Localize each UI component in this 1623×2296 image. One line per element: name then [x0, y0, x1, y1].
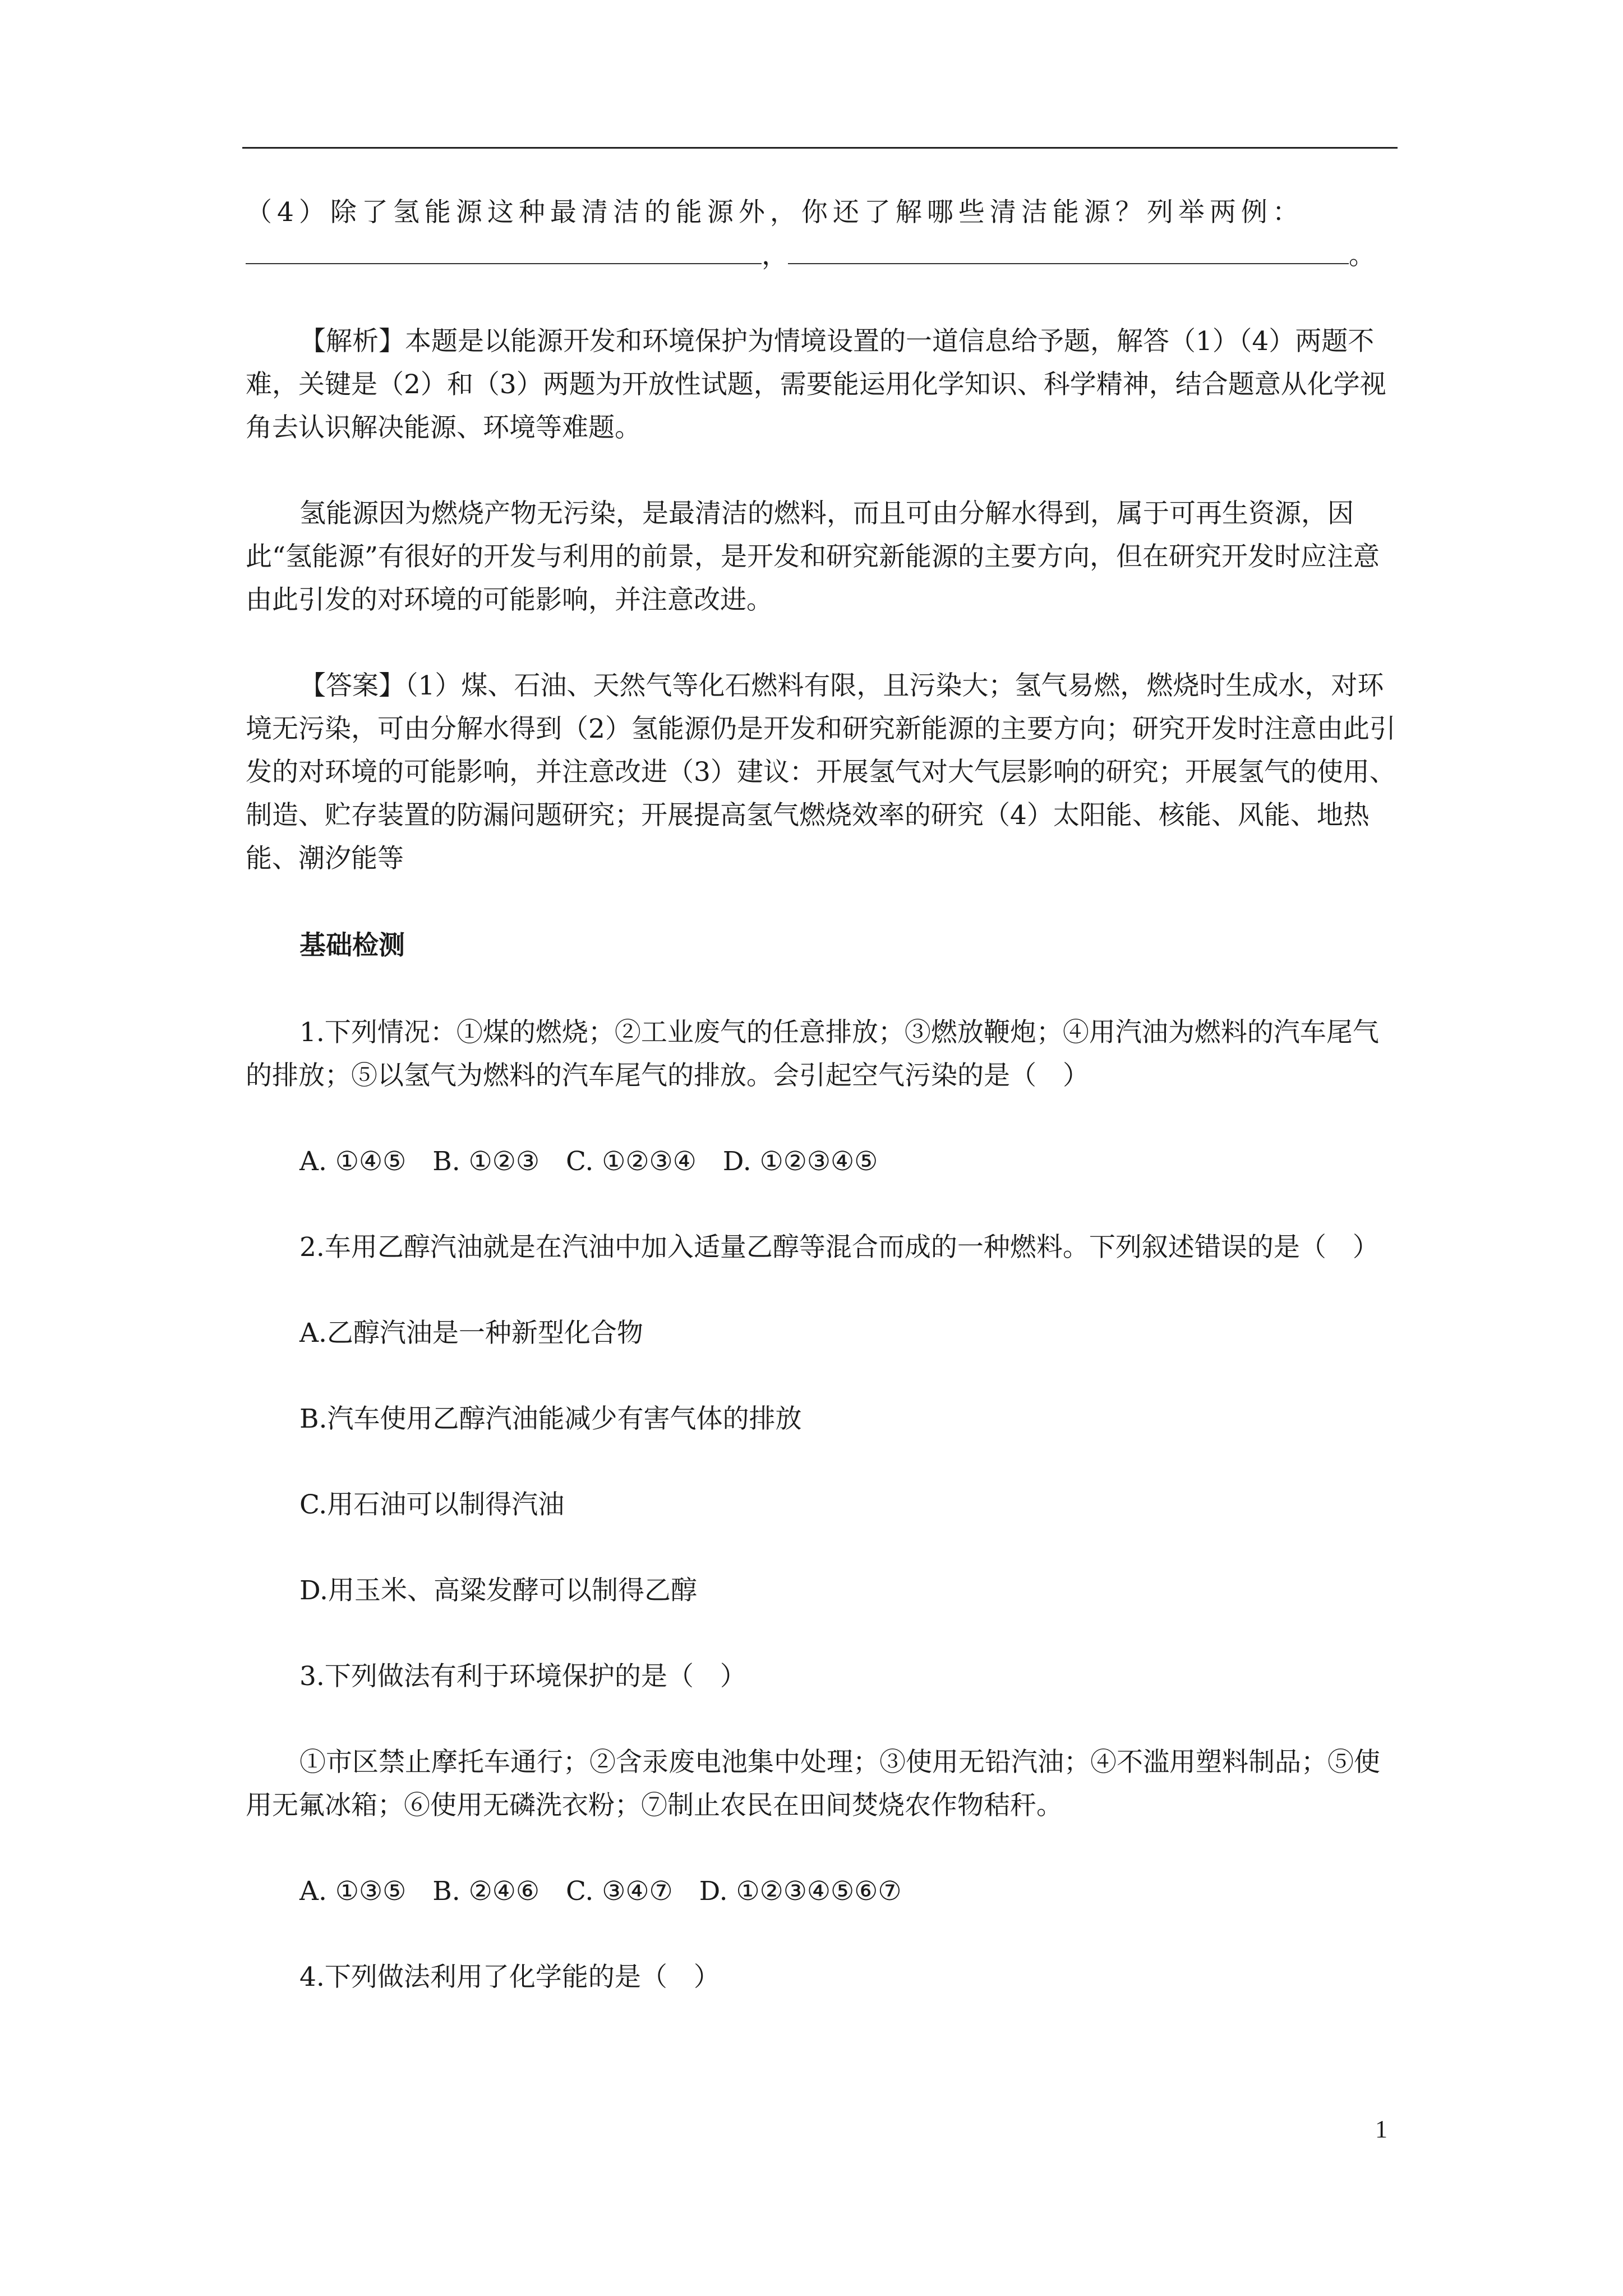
question-3-options: A. ①③⑤ B. ②④⑥ C. ③④⑦ D. ①②③④⑤⑥⑦: [299, 1876, 902, 1907]
question-4-blanks: [246, 234, 1396, 277]
blank-end: 。: [1349, 240, 1375, 271]
analysis-label: 【解析】: [299, 326, 405, 357]
question-3-stem: 3.下列做法有利于环境保护的是（ ）: [299, 1661, 746, 1692]
question-2-option-a: A.乙醇汽油是一种新型化合物: [299, 1318, 643, 1349]
answer-paragraph: [246, 664, 1396, 880]
analysis-text: 本题是以能源开发和环境保护为情境设置的一道信息给予题，解答（1）（4）两题不难，关键是（2）和（3）两题为开放性试题，需要能运用化学知识、科学精神，结合题意从化学视角去认识解决能源、环境等难题。: [246, 326, 1386, 443]
document-body: [246, 191, 1396, 1999]
blank-separator: ，: [762, 240, 788, 271]
page-number: 1: [1375, 2115, 1387, 2143]
question-3-items: ①市区禁止摩托车通行；②含汞废电池集中处理；③使用无铅汽油；④不滥用塑料制品；⑤使用无氟冰箱；⑥使用无磷洗衣粉；⑦制止农民在田间焚烧农作物秸秆。: [246, 1747, 1380, 1821]
question-2-option-d: D.用玉米、高粱发酵可以制得乙醇: [299, 1575, 697, 1606]
question-1-stem: 1.下列情况：①煤的燃烧；②工业废气的任意排放；③燃放鞭炮；④用汽油为燃料的汽车尾气的排放；⑤以氢气为燃料的汽车尾气的排放。会引起空气污染的是（ ）: [246, 1017, 1379, 1091]
analysis-paragraph: [246, 320, 1396, 449]
question-4-prompt-text: （4）除了氢能源这种最清洁的能源外，你还了解哪些清洁能源？列举两例：: [246, 197, 1304, 228]
answer-label: 【答案】: [299, 670, 405, 701]
section-title: 基础检测: [299, 930, 405, 961]
answer-blank-2[interactable]: [788, 241, 1349, 264]
question-1-options: A. ①④⑤ B. ①②③ C. ①②③④ D. ①②③④⑤: [299, 1146, 878, 1177]
analysis-paragraph-2: 氢能源因为燃烧产物无污染，是最清洁的燃料，而且可由分解水得到，属于可再生资源，因此“氢能源”有很好的开发与利用的前景，是开发和研究新能源的主要方向，但在研究开发时应注意由此引发的对环境的可能影响，并注意改进。: [246, 498, 1380, 615]
question-2-option-b: B.汽车使用乙醇汽油能减少有害气体的排放: [299, 1404, 802, 1434]
answer-text: （1）煤、石油、天然气等化石燃料有限，且污染大；氢气易燃，燃烧时生成水，对环境无污染，可由分解水得到（2）氢能源仍是开发和研究新能源的主要方向；研究开发时注意由此引发的对环境的可能影响，并注意改进（3）建议：开展氢气对大气层影响的研究；开展氢气的使用、制造、贮存装置的防漏问题研究；开展提高氢气燃烧效率的研究（4）太阳能、核能、风能、地热能、潮汐能等: [246, 670, 1396, 874]
header-rule: [242, 147, 1398, 149]
question-4-prompt: [246, 191, 1396, 234]
question-2-option-c: C.用石油可以制得汽油: [299, 1489, 565, 1520]
question-2-stem: 2.车用乙醇汽油就是在汽油中加入适量乙醇等混合而成的一种燃料。下列叙述错误的是（ ）: [299, 1232, 1379, 1263]
answer-blank-1[interactable]: [246, 241, 762, 264]
question-4-stem: 4.下列做法利用了化学能的是（ ）: [299, 1962, 720, 1993]
